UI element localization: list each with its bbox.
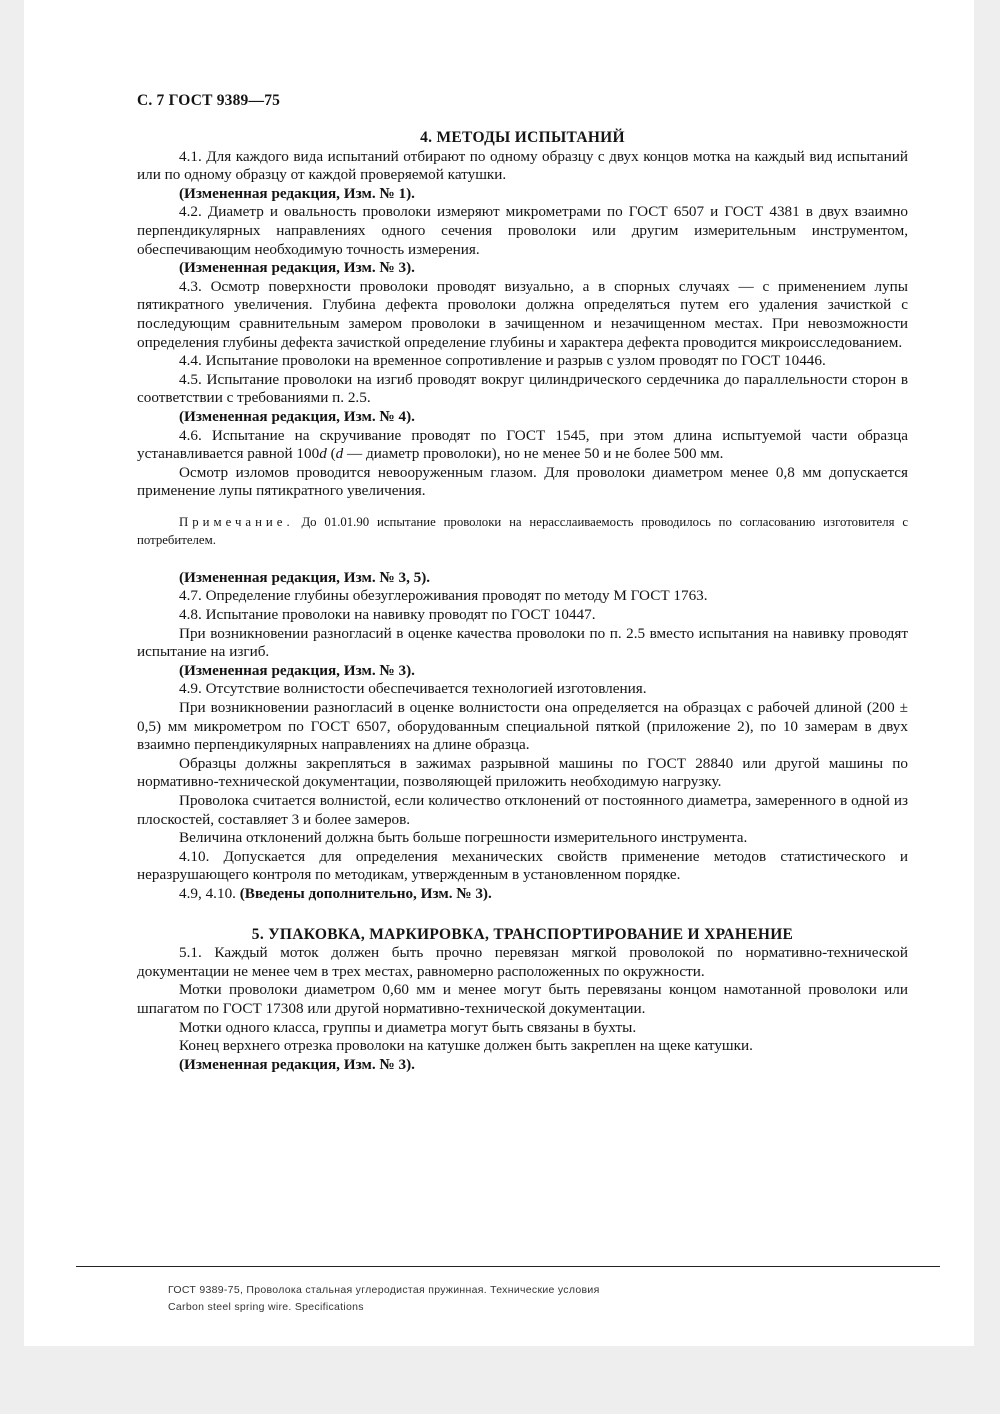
footer-title-en: Carbon steel spring wire. Specifications <box>168 1301 364 1313</box>
clause-5-1: 5.1. Каждый моток должен быть прочно перевязан мягкой проволокой по нормативно-технической документации не менее чем в трех местах, равномерно расположенных по окружности. <box>137 944 908 980</box>
document-body <box>137 129 908 1074</box>
clause-4-1: 4.1. Для каждого вида испытаний отбирают по одному образцу с двух концов мотка на каждый вид испытаний или по одному образцу от каждой проверяемой катушки. <box>137 147 908 184</box>
amendment-note: (Измененная редакция, Изм. № 3). <box>179 1055 415 1073</box>
clause-4-6-text: 4.6. Испытание на скручивание проводят по ГОСТ 1545, при этом длина испытуемой части образца устанавливается равной 100 <box>137 426 908 463</box>
clause-4-6-inspection: Осмотр изломов проводится невооруженным глазом. Для проволоки диаметром менее 0,8 мм допускается применение лупы пятикратного увеличения. <box>137 463 908 500</box>
clause-4-9-disagreement: При возникновении разногласий в оценке волнистости она определяется на образцах с рабочей длиной (200 ± 0,5) мм микрометром по ГОСТ 6507, оборудованным специальной пяткой (приложение 2), по 10 замерам в двух взаимно перпендикулярных направлениях на длине образца. <box>137 699 908 754</box>
clause-4-9-waviness: Проволока считается волнистой, если количество отклонений от постоянного диаметра, замеренного в одной из плоскостей, составляет 3 и более замеров. <box>137 792 908 828</box>
clause-5-1-end: Конец верхнего отрезка проволоки на катушке должен быть закреплен на щеке катушки. <box>179 1037 753 1055</box>
amendment-note: (Измененная редакция, Изм. № 3). <box>179 661 415 679</box>
amendment-note: (Измененная редакция, Изм. № 1). <box>179 184 415 202</box>
clause-4-3: 4.3. Осмотр поверхности проволоки проводят визуально, а в спорных случаях — с применением лупы пятикратного увеличения. Глубина дефекта проволоки должна определяться путем его удаления зачисткой с последующим сравнительным замером проволоки в зачищенном и незачищенном местах. При невозможности определения глубины дефекта зачисткой определение глубины и характера дефекта проводится микроисследованием. <box>137 277 908 351</box>
page-footer <box>168 1282 600 1316</box>
clause-4-8-disagreement: При возникновении разногласий в оценке качества проволоки по п. 2.5 вместо испытания на навивку проводят испытание на изгиб. <box>137 624 908 661</box>
clause-4-9-samples: Образцы должны закрепляться в зажимах разрывной машины по ГОСТ 28840 или другой машины по нормативно-технической документации, позволяющей приложить необходимую нагрузку. <box>137 754 908 791</box>
clause-5-1-small-coils: Мотки проволоки диаметром 0,60 мм и менее могут быть перевязаны концом намотанной проволоки или шпагатом по ГОСТ 17308 или другой нормативно-технической документации. <box>137 981 908 1017</box>
amendment-note: (Измененная редакция, Изм. № 4). <box>179 407 415 425</box>
clause-4-9-deviation: Величина отклонений должна быть больше погрешности измерительного инструмента. <box>179 829 748 847</box>
clause-ref: 4.9, 4.10. <box>179 884 240 902</box>
section-5-title: 5. УПАКОВКА, МАРКИРОВКА, ТРАНСПОРТИРОВАНИЕ И ХРАНЕНИЕ <box>251 925 794 943</box>
clause-4-8: 4.8. Испытание проволоки на навивку проводят по ГОСТ 10447. <box>179 606 596 624</box>
clause-4-6 <box>137 427 908 464</box>
clause-4-6-text: ( <box>326 445 336 463</box>
footer-divider <box>76 1266 940 1267</box>
clause-4-2: 4.2. Диаметр и овальность проволоки измеряют микрометрами по ГОСТ 6507 и ГОСТ 4381 в двух взаимно перпендикулярных направлениях одного сечения проволоки или другим измерительным инструментом, обеспечивающим необходимую точность измерения. <box>137 203 908 258</box>
amendment-note: (Введены дополнительно, Изм. № 3). <box>239 884 492 902</box>
clause-5-1-bundles: Мотки одного класса, группы и диаметра могут быть связаны в бухты. <box>179 1018 637 1036</box>
variable-d: d <box>319 445 327 463</box>
clause-4-6-text: — диаметр проволоки), но не менее 50 и не более 500 мм. <box>343 445 724 463</box>
clause-4-7: 4.7. Определение глубины обезуглероживания проводят по методу М ГОСТ 1763. <box>179 587 708 605</box>
amendment-note: (Измененная редакция, Изм. № 3). <box>179 259 415 277</box>
variable-d: d <box>335 445 344 463</box>
footer-title-ru: ГОСТ 9389-75, Проволока стальная углеродистая пружинная. Технические условия <box>168 1284 600 1296</box>
page-header: С. 7 ГОСТ 9389—75 <box>137 92 281 109</box>
note <box>137 513 908 549</box>
clause-4-10: 4.10. Допускается для определения механических свойств применение методов статистического и неразрушающего контроля по методикам, утвержденным в установленном порядке. <box>137 847 908 884</box>
clause-4-5: 4.5. Испытание проволоки на изгиб проводят вокруг цилиндрического сердечника до параллельности сторон в соответствии с требованиями п. 2.5. <box>137 370 908 407</box>
amendment-note: (Измененная редакция, Изм. № 3, 5). <box>179 568 431 586</box>
note-label: Примечание. <box>179 514 294 529</box>
clauses-4-9-4-10-note <box>137 885 908 904</box>
clause-4-4: 4.4. Испытание проволоки на временное сопротивление и разрыв с узлом проводят по ГОСТ 10446. <box>179 352 826 370</box>
clause-4-9: 4.9. Отсутствие волнистости обеспечивается технологией изготовления. <box>179 680 647 698</box>
section-4-title: 4. МЕТОДЫ ИСПЫТАНИЙ <box>420 129 625 146</box>
note-text: До 01.01.90 испытание проволоки на нерасслаиваемость проводилось по согласованию изготовителя с потребителем. <box>137 514 908 547</box>
